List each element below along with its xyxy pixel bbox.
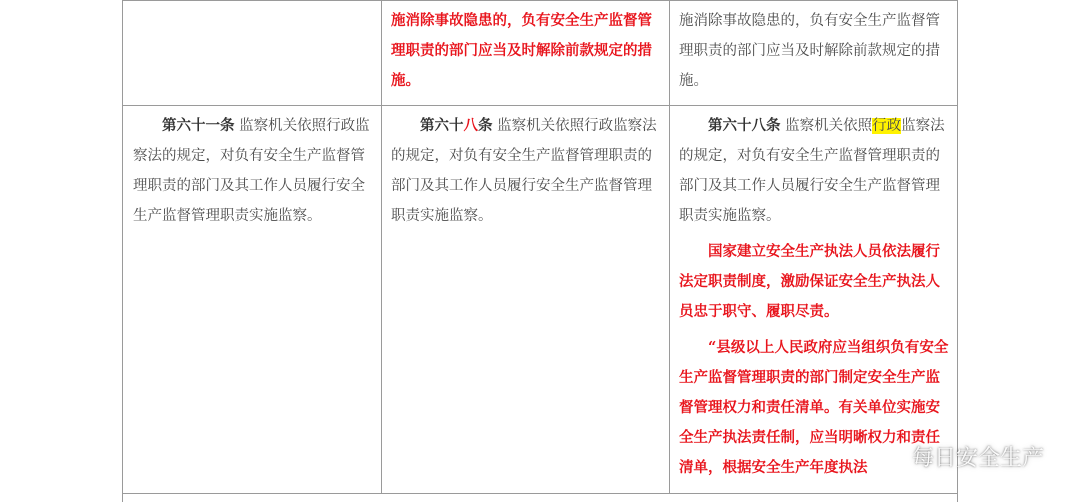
row-divider xyxy=(123,0,957,1)
added-paragraph: 国家建立安全生产执法人员依法履行法定职责制度，激励保证安全生产执法人员忠于职守、履职尽责。 xyxy=(679,243,940,320)
article-number-suffix: 条 xyxy=(478,117,493,134)
watermark xyxy=(876,441,1044,472)
article-text-after: 监察法的规定，对负有安全生产监督管理职责的部门及其工作人员履行安全生产监督管理职责实施监察。 xyxy=(679,118,945,224)
final-article xyxy=(679,111,949,231)
draft-article xyxy=(391,111,659,231)
watermark-text: 每日安全生产 xyxy=(911,446,1044,471)
article-number: 第六十八条 xyxy=(708,117,781,134)
row2-col1-cell xyxy=(123,111,381,231)
row1-col3-cell xyxy=(669,6,959,96)
comparison-table xyxy=(122,0,958,502)
row2-col3-cell xyxy=(669,111,959,483)
wechat-icon xyxy=(876,442,906,472)
added-paragraph: “县级以上人民政府应当组织负有安全生产监督管理职责的部门制定安全生产监督管理权力和责任清单。有关单位实施安全生产执法责任制，应当明晰权力和责任清单，根据安全生产年度执法 xyxy=(679,339,949,476)
article-number-changed: 八 xyxy=(463,117,478,134)
final-clause-text: 施消除事故隐患的，负有安全生产监督管理职责的部门应当及时解除前款规定的措施。 xyxy=(679,13,940,89)
row1-col2-cell xyxy=(381,6,669,96)
article-number-prefix: 第六十 xyxy=(420,117,464,134)
article-text: 监察机关依照行政监察法的规定，对负有安全生产监督管理职责的部门及其工作人员履行安全生产监督管理职责实施监察。 xyxy=(391,118,657,224)
article-text-before: 监察机关依照 xyxy=(780,118,873,134)
row2-col2-cell xyxy=(381,111,669,231)
row-divider xyxy=(123,493,957,494)
article-text: 监察机关依照行政监察法的规定，对负有安全生产监督管理职责的部门及其工作人员履行安全生产监督管理职责实施监察。 xyxy=(133,118,370,224)
highlighted-text: 行政 xyxy=(872,118,902,134)
row-divider xyxy=(123,105,957,106)
revised-clause-text: 施消除事故隐患的，负有安全生产监督管理职责的部门应当及时解除前款规定的措施。 xyxy=(391,12,652,89)
article-number: 第六十一条 xyxy=(162,117,235,134)
original-article xyxy=(133,111,371,231)
